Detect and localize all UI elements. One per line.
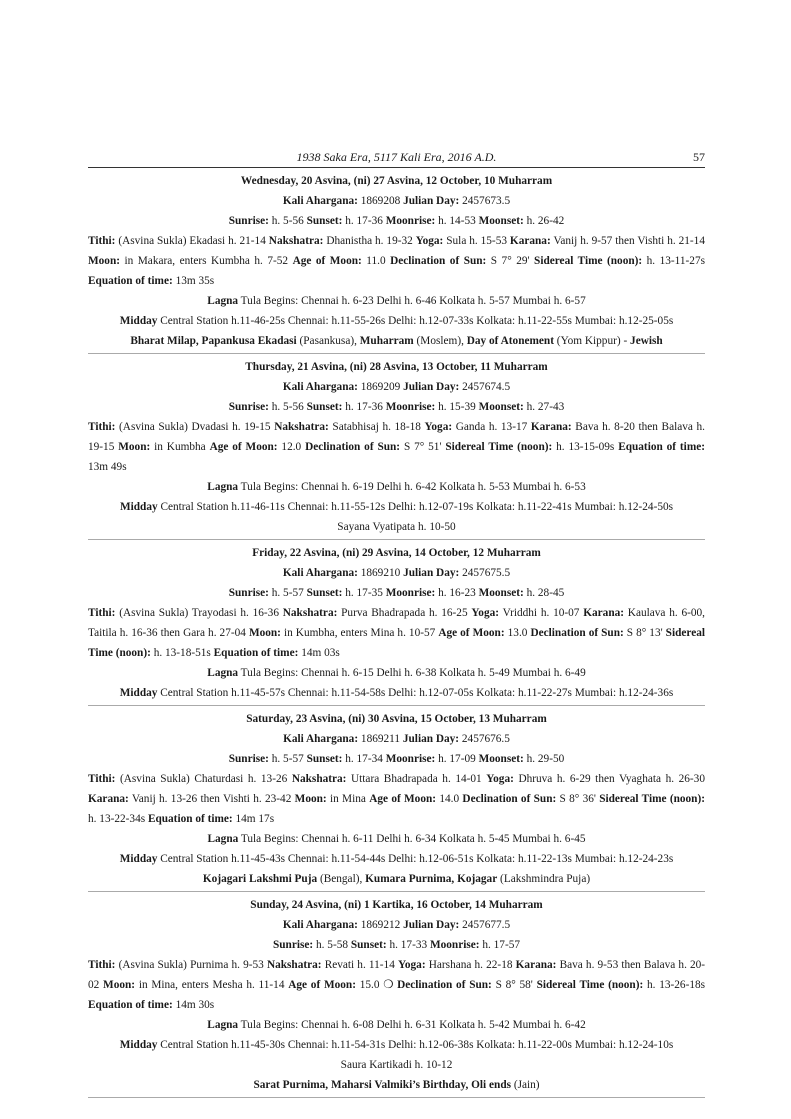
yoga-value: Vriddhi h. 10-07 [502, 607, 580, 619]
nakshatra-value: Dhanistha h. 19-32 [326, 235, 413, 247]
declination-of-sun-label: Declination of Sun: [462, 793, 557, 805]
sunrise-label: Sunrise: [228, 587, 269, 599]
julian-day-value: 2457676.5 [461, 733, 510, 745]
equation-of-time-value: 14m 03s [301, 647, 340, 659]
extra-note [88, 1055, 705, 1075]
lagna-line [88, 829, 705, 849]
declination-of-sun-label: Declination of Sun: [530, 627, 624, 639]
day-heading [88, 171, 705, 191]
midday-label: Midday [119, 315, 158, 327]
day-heading [88, 357, 705, 377]
equation-of-time-value: 14m 30s [175, 999, 215, 1011]
midday-label: Midday [119, 853, 158, 865]
yoga-label: Yoga: [486, 773, 514, 785]
tithi-value: (Asvina Sukla) Purnima h. 9-53 [118, 959, 264, 971]
midday-label: Midday [119, 1039, 158, 1051]
day-heading-text: Wednesday, 20 Asvina, (ni) 27 Asvina, 12 October, 10 Muharram [240, 175, 553, 187]
sidereal-time-label: Sidereal Time (noon): [445, 441, 553, 453]
equation-of-time-value: 13m 49s [88, 461, 127, 473]
panchang-details [88, 955, 705, 1015]
sunrise-value: h. 5-57 [271, 753, 304, 765]
rise-set-line [88, 583, 705, 603]
running-title: 1938 Saka Era, 5117 Kali Era, 2016 A.D. [296, 150, 497, 164]
kali-ahargana-label: Kali Ahargana: [282, 381, 358, 393]
declination-of-sun-label: Declination of Sun: [390, 255, 487, 267]
moon-value: in Makara, enters Kumbha h. 7-52 [124, 255, 289, 267]
declination-of-sun-label: Declination of Sun: [397, 979, 492, 991]
equation-of-time-label: Equation of time: [88, 999, 173, 1011]
day-entries [88, 168, 705, 1098]
moonset-value: h. 29-50 [526, 753, 565, 765]
midday-value: Central Station h.11-46-11s Chennai: h.11-55-12s Delhi: h.12-07-19s Kolkata: h.11-22-41s Mumbai: h.12-24-50s [160, 501, 674, 513]
extra-note-text: Saura Kartikadi h. 10-12 [340, 1059, 453, 1071]
yoga-value: Sula h. 15-53 [446, 235, 507, 247]
tithi-value: (Asvina Sukla) Trayodasi h. 16-36 [119, 607, 279, 619]
lagna-label: Lagna [207, 1019, 239, 1031]
julian-day-label: Julian Day: [402, 733, 460, 745]
tithi-value: (Asvina Sukla) Chaturdasi h. 13-26 [119, 773, 288, 785]
midday-label: Midday [119, 501, 158, 513]
extra-note-text: Sayana Vyatipata h. 10-50 [337, 521, 456, 533]
julian-day-value: 2457674.5 [462, 381, 511, 393]
nakshatra-label: Nakshatra: [282, 607, 338, 619]
nakshatra-label: Nakshatra: [291, 773, 347, 785]
festival-name: Kumara Purnima, Kojagar [365, 873, 498, 885]
sidereal-time-label: Sidereal Time (noon): [88, 627, 706, 659]
moon-label: Moon: [103, 979, 136, 991]
sidereal-time-value: h. 13-22-34s [88, 813, 146, 825]
sunset-value: h. 17-36 [345, 215, 383, 227]
sunset-label: Sunset: [306, 401, 343, 413]
ahargana-line [88, 191, 705, 211]
karana-label: Karana: [530, 421, 572, 433]
age-of-moon-label: Age of Moon: [288, 979, 356, 991]
sunset-label: Sunset: [306, 753, 343, 765]
midday-value: Central Station h.11-46-25s Chennai: h.11-55-26s Delhi: h.12-07-33s Kolkata: h.11-22-55s Mumbai: h.12-25-05s [160, 315, 674, 327]
karana-value: Vanij h. 13-26 then Vishti h. 23-42 [131, 793, 292, 805]
age-of-moon-value: 15.0 ❍ [359, 979, 394, 991]
sunset-value: h. 17-35 [345, 587, 383, 599]
calendar-page [88, 148, 705, 1098]
moonrise-label: Moonrise: [385, 215, 436, 227]
nakshatra-label: Nakshatra: [274, 421, 329, 433]
moon-label: Moon: [88, 255, 121, 267]
day-heading-text: Saturday, 23 Asvina, (ni) 30 Asvina, 15 October, 13 Muharram [246, 713, 547, 725]
day-entry [88, 706, 705, 891]
yoga-label: Yoga: [415, 235, 444, 247]
tithi-label: Tithi: [88, 235, 116, 247]
moonset-label: Moonset: [478, 401, 524, 413]
age-of-moon-label: Age of Moon: [209, 441, 278, 453]
moonrise-value: h. 14-53 [438, 215, 476, 227]
yoga-label: Yoga: [471, 607, 500, 619]
festival-line [88, 869, 705, 889]
moon-value: in Kumbha, enters Mina h. 10-57 [283, 627, 436, 639]
festival-name: Muharram [359, 335, 414, 347]
kali-ahargana-value: 1869208 [360, 195, 401, 207]
running-header [88, 148, 705, 167]
age-of-moon-value: 11.0 [366, 255, 386, 267]
moonset-value: h. 28-45 [526, 587, 565, 599]
nakshatra-label: Nakshatra: [268, 235, 324, 247]
tithi-label: Tithi: [88, 959, 116, 971]
tithi-label: Tithi: [88, 773, 116, 785]
karana-label: Karana: [583, 607, 625, 619]
festival-name: Kojagari Lakshmi Puja [202, 873, 318, 885]
sunset-value: h. 17-36 [345, 401, 383, 413]
nakshatra-value: Uttara Bhadrapada h. 14-01 [351, 773, 482, 785]
julian-day-value: 2457673.5 [462, 195, 511, 207]
karana-label: Karana: [509, 235, 551, 247]
tithi-label: Tithi: [88, 607, 116, 619]
day-entry [88, 354, 705, 539]
kali-ahargana-value: 1869212 [360, 919, 401, 931]
sidereal-time-value: h. 13-18-51s [153, 647, 211, 659]
lagna-label: Lagna [207, 295, 239, 307]
sunrise-value: h. 5-56 [271, 401, 304, 413]
sidereal-time-label: Sidereal Time (noon): [536, 979, 644, 991]
sunset-label: Sunset: [350, 939, 387, 951]
lagna-value: Tula Begins: Chennai h. 6-23 Delhi h. 6-46 Kolkata h. 5-57 Mumbai h. 6-57 [240, 295, 586, 307]
age-of-moon-label: Age of Moon: [292, 255, 362, 267]
sunrise-label: Sunrise: [228, 215, 269, 227]
day-heading-text: Thursday, 21 Asvina, (ni) 28 Asvina, 13 October, 11 Muharram [245, 361, 548, 373]
kali-ahargana-value: 1869210 [360, 567, 401, 579]
lagna-label: Lagna [207, 481, 239, 493]
panchang-details [88, 417, 705, 477]
julian-day-label: Julian Day: [403, 567, 460, 579]
age-of-moon-value: 14.0 [439, 793, 460, 805]
karana-value: Bava h. 9-53 then Balava h. 20-02 [88, 959, 706, 991]
moon-label: Moon: [248, 627, 281, 639]
panchang-details [88, 603, 705, 663]
page-number: 57 [693, 150, 705, 164]
panchang-details [88, 769, 705, 829]
midday-line [88, 311, 705, 331]
age-of-moon-label: Age of Moon: [369, 793, 437, 805]
tithi-label: Tithi: [88, 421, 116, 433]
ahargana-line [88, 563, 705, 583]
midday-line [88, 683, 705, 703]
nakshatra-value: Purva Bhadrapada h. 16-25 [341, 607, 468, 619]
sunrise-label: Sunrise: [228, 753, 269, 765]
declination-of-sun-value: S 8° 36' [559, 793, 596, 805]
karana-value: Bava h. 8-20 then Balava h. 19-15 [88, 421, 705, 453]
lagna-value: Tula Begins: Chennai h. 6-19 Delhi h. 6-42 Kolkata h. 5-53 Mumbai h. 6-53 [240, 481, 586, 493]
karana-value: Kaulava h. 6-00, Taitila h. 16-36 then Gara h. 27-04 [88, 607, 705, 639]
rise-set-line [88, 935, 705, 955]
julian-day-label: Julian Day: [403, 381, 460, 393]
rise-set-line [88, 397, 705, 417]
age-of-moon-value: 12.0 [281, 441, 302, 453]
karana-label: Karana: [88, 793, 129, 805]
lagna-line [88, 663, 705, 683]
day-heading [88, 709, 705, 729]
day-entry [88, 168, 705, 353]
festival-note: (Bengal), [317, 873, 366, 885]
moonset-value: h. 27-43 [526, 401, 565, 413]
declination-of-sun-value: S 7° 51' [403, 441, 442, 453]
yoga-value: Dhruva h. 6-29 then Vyaghata h. 26-30 [518, 773, 705, 785]
lagna-line [88, 477, 705, 497]
moonset-label: Moonset: [478, 587, 524, 599]
equation-of-time-value: 13m 35s [175, 275, 215, 287]
moonrise-label: Moonrise: [429, 939, 480, 951]
extra-note [88, 517, 705, 537]
midday-label: Midday [119, 687, 158, 699]
nakshatra-value: Satabhisaj h. 18-18 [332, 421, 421, 433]
midday-line [88, 849, 705, 869]
sidereal-time-label: Sidereal Time (noon): [599, 793, 705, 805]
midday-value: Central Station h.11-45-43s Chennai: h.11-54-44s Delhi: h.12-06-51s Kolkata: h.11-22-13s Mumbai: h.12-24-23s [160, 853, 674, 865]
festival-line [88, 1075, 705, 1095]
rise-set-line [88, 211, 705, 231]
moonrise-label: Moonrise: [385, 587, 436, 599]
festival-name: Jewish [630, 335, 663, 347]
festival-note: (Lakshmindra Puja) [497, 873, 591, 885]
julian-day-label: Julian Day: [403, 919, 460, 931]
festival-note: (Pasankusa), [296, 335, 360, 347]
equation-of-time-label: Equation of time: [618, 441, 706, 453]
moonrise-value: h. 16-23 [438, 587, 476, 599]
karana-value: Vanij h. 9-57 then Vishti h. 21-14 [553, 235, 705, 247]
sunrise-value: h. 5-58 [316, 939, 349, 951]
day-heading [88, 895, 705, 915]
kali-ahargana-label: Kali Ahargana: [282, 919, 358, 931]
festival-note: (Yom Kippur) - [553, 335, 631, 347]
sunrise-label: Sunrise: [272, 939, 314, 951]
lagna-value: Tula Begins: Chennai h. 6-08 Delhi h. 6-31 Kolkata h. 5-42 Mumbai h. 6-42 [240, 1019, 586, 1031]
lagna-line [88, 291, 705, 311]
kali-ahargana-value: 1869211 [360, 733, 401, 745]
declination-of-sun-value: S 8° 13' [626, 627, 663, 639]
moonset-value: h. 26-42 [526, 215, 565, 227]
age-of-moon-label: Age of Moon: [438, 627, 505, 639]
sunrise-value: h. 5-56 [271, 215, 304, 227]
sunrise-value: h. 5-57 [271, 587, 304, 599]
equation-of-time-label: Equation of time: [88, 275, 173, 287]
sunrise-label: Sunrise: [228, 401, 269, 413]
nakshatra-value: Revati h. 11-14 [324, 959, 395, 971]
nakshatra-label: Nakshatra: [266, 959, 322, 971]
panchang-details [88, 231, 705, 291]
kali-ahargana-label: Kali Ahargana: [283, 733, 359, 745]
moonrise-label: Moonrise: [385, 401, 436, 413]
karana-label: Karana: [515, 959, 557, 971]
lagna-value: Tula Begins: Chennai h. 6-11 Delhi h. 6-34 Kolkata h. 5-45 Mumbai h. 6-45 [240, 833, 586, 845]
lagna-value: Tula Begins: Chennai h. 6-15 Delhi h. 6-38 Kolkata h. 5-49 Mumbai h. 6-49 [240, 667, 586, 679]
moonrise-value: h. 15-39 [438, 401, 476, 413]
festival-name: Day of Atonement [466, 335, 554, 347]
sidereal-time-value: h. 13-26-18s [647, 979, 706, 991]
sidereal-time-label: Sidereal Time (noon): [534, 255, 643, 267]
lagna-label: Lagna [207, 833, 239, 845]
moon-value: in Mina, enters Mesha h. 11-14 [138, 979, 285, 991]
kali-ahargana-value: 1869209 [360, 381, 401, 393]
midday-value: Central Station h.11-45-30s Chennai: h.11-54-31s Delhi: h.12-06-38s Kolkata: h.11-22-00s Mumbai: h.12-24-10s [160, 1039, 674, 1051]
ahargana-line [88, 729, 705, 749]
equation-of-time-label: Equation of time: [147, 813, 233, 825]
yoga-label: Yoga: [397, 959, 426, 971]
sidereal-time-value: h. 13-15-09s [556, 441, 615, 453]
sunset-label: Sunset: [306, 587, 343, 599]
lagna-line [88, 1015, 705, 1035]
lagna-label: Lagna [207, 667, 239, 679]
ahargana-line [88, 915, 705, 935]
kali-ahargana-label: Kali Ahargana: [282, 567, 358, 579]
julian-day-value: 2457677.5 [462, 919, 511, 931]
midday-line [88, 497, 705, 517]
ahargana-line [88, 377, 705, 397]
yoga-value: Ganda h. 13-17 [455, 421, 528, 433]
sunset-value: h. 17-34 [345, 753, 383, 765]
midday-line [88, 1035, 705, 1055]
tithi-value: (Asvina Sukla) Ekadasi h. 21-14 [118, 235, 266, 247]
festival-line [88, 331, 705, 351]
festival-name: Bharat Milap, Papankusa Ekadasi [130, 335, 297, 347]
moonset-label: Moonset: [478, 753, 524, 765]
moon-label: Moon: [294, 793, 327, 805]
rise-set-line [88, 749, 705, 769]
day-heading-text: Friday, 22 Asvina, (ni) 29 Asvina, 14 October, 12 Muharram [252, 547, 541, 559]
sidereal-time-value: h. 13-11-27s [646, 255, 706, 267]
moon-value: in Mina [329, 793, 366, 805]
moon-label: Moon: [118, 441, 151, 453]
age-of-moon-value: 13.0 [507, 627, 528, 639]
midday-value: Central Station h.11-45-57s Chennai: h.11-54-58s Delhi: h.12-07-05s Kolkata: h.11-22-27s Mumbai: h.12-24-36s [160, 687, 674, 699]
day-entry [88, 892, 705, 1097]
festival-name: Sarat Purnima, Maharsi Valmiki’s Birthday, Oli ends [253, 1079, 511, 1091]
moonrise-label: Moonrise: [385, 753, 436, 765]
julian-day-value: 2457675.5 [462, 567, 511, 579]
day-heading [88, 543, 705, 563]
moonset-label: Moonset: [478, 215, 524, 227]
sunset-label: Sunset: [306, 215, 343, 227]
equation-of-time-value: 14m 17s [235, 813, 275, 825]
julian-day-label: Julian Day: [403, 195, 460, 207]
declination-of-sun-value: S 7° 29' [490, 255, 530, 267]
day-entry [88, 540, 705, 705]
tithi-value: (Asvina Sukla) Dvadasi h. 19-15 [119, 421, 271, 433]
equation-of-time-label: Equation of time: [213, 647, 299, 659]
moon-value: in Kumbha [154, 441, 206, 453]
sunset-value: h. 17-33 [389, 939, 428, 951]
festival-note: (Moslem), [413, 335, 467, 347]
moonrise-value: h. 17-09 [438, 753, 476, 765]
kali-ahargana-label: Kali Ahargana: [282, 195, 358, 207]
declination-of-sun-label: Declination of Sun: [305, 441, 401, 453]
yoga-value: Harshana h. 22-18 [428, 959, 513, 971]
day-heading-text: Sunday, 24 Asvina, (ni) 1 Kartika, 16 October, 14 Muharram [250, 899, 543, 911]
festival-note: (Jain) [511, 1079, 540, 1091]
moonrise-value: h. 17-57 [482, 939, 521, 951]
day-separator [88, 1097, 705, 1098]
yoga-label: Yoga: [424, 421, 453, 433]
declination-of-sun-value: S 8° 58' [495, 979, 533, 991]
